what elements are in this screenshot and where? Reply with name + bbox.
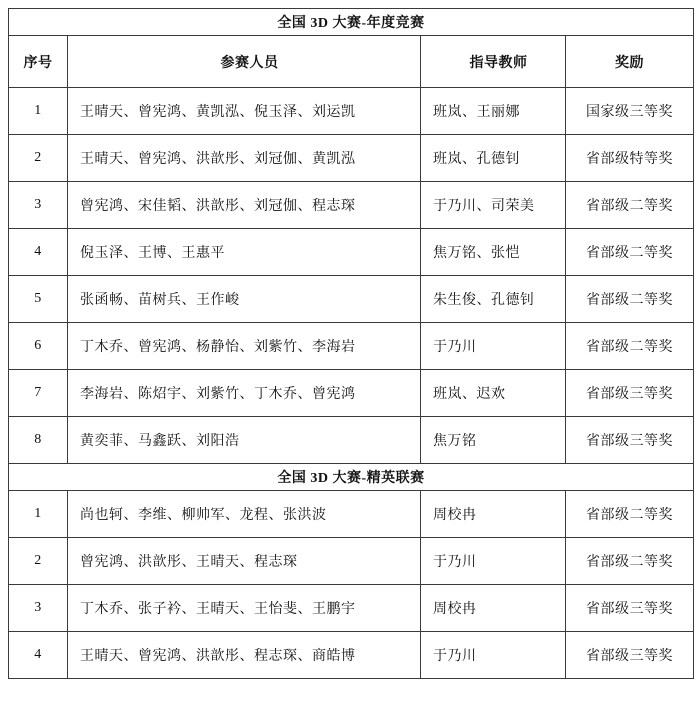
participants-cell: 丁木乔、曾宪鸿、杨静怡、刘紫竹、李海岩 — [68, 323, 421, 370]
awards-table — [8, 8, 694, 679]
teachers-cell: 班岚、孔德钊 — [421, 135, 566, 182]
teachers-cell: 焦万铭 — [421, 417, 566, 464]
section-title: 全国 3D 大赛-年度竞赛 — [9, 9, 694, 36]
table-row — [9, 323, 694, 370]
award-cell: 省部级三等奖 — [566, 417, 694, 464]
row-number-cell: 4 — [9, 229, 68, 276]
row-number-cell: 2 — [9, 135, 68, 182]
table-row — [9, 276, 694, 323]
award-cell: 省部级二等奖 — [566, 491, 694, 538]
participants-cell: 王晴天、曾宪鸿、洪歆彤、刘冠伽、黄凯泓 — [68, 135, 421, 182]
participants-cell: 李海岩、陈炤宇、刘紫竹、丁木乔、曾宪鸿 — [68, 370, 421, 417]
teachers-cell: 于乃川 — [421, 538, 566, 585]
award-cell: 省部级三等奖 — [566, 632, 694, 679]
table-row — [9, 585, 694, 632]
teachers-cell: 朱生俊、孔德钊 — [421, 276, 566, 323]
row-number-cell: 5 — [9, 276, 68, 323]
teachers-cell: 焦万铭、张恺 — [421, 229, 566, 276]
section-title-row — [9, 464, 694, 491]
column-header-2: 指导教师 — [421, 36, 566, 88]
participants-cell: 王晴天、曾宪鸿、黄凯泓、倪玉泽、刘运凯 — [68, 88, 421, 135]
participants-cell: 倪玉泽、王博、王惠平 — [68, 229, 421, 276]
award-cell: 省部级特等奖 — [566, 135, 694, 182]
awards-table-body — [9, 9, 694, 679]
participants-cell: 黄奕菲、马鑫跃、刘阳浩 — [68, 417, 421, 464]
row-number-cell: 7 — [9, 370, 68, 417]
teachers-cell: 周校冉 — [421, 491, 566, 538]
award-cell: 省部级二等奖 — [566, 182, 694, 229]
table-row — [9, 182, 694, 229]
teachers-cell: 周校冉 — [421, 585, 566, 632]
participants-cell: 王晴天、曾宪鸿、洪歆彤、程志琛、商皓博 — [68, 632, 421, 679]
row-number-cell: 1 — [9, 491, 68, 538]
section-title-row — [9, 9, 694, 36]
table-row — [9, 538, 694, 585]
table-row — [9, 135, 694, 182]
award-cell: 省部级三等奖 — [566, 370, 694, 417]
teachers-cell: 于乃川 — [421, 632, 566, 679]
row-number-cell: 4 — [9, 632, 68, 679]
row-number-cell: 3 — [9, 585, 68, 632]
participants-cell: 张函畅、苗树兵、王作峻 — [68, 276, 421, 323]
teachers-cell: 于乃川 — [421, 323, 566, 370]
teachers-cell: 于乃川、司荣美 — [421, 182, 566, 229]
participants-cell: 尚也轲、李维、柳帅军、龙程、张洪波 — [68, 491, 421, 538]
award-cell: 省部级三等奖 — [566, 585, 694, 632]
row-number-cell: 1 — [9, 88, 68, 135]
award-cell: 省部级二等奖 — [566, 229, 694, 276]
table-row — [9, 417, 694, 464]
award-cell: 省部级二等奖 — [566, 538, 694, 585]
row-number-cell: 8 — [9, 417, 68, 464]
column-header-3: 奖励 — [566, 36, 694, 88]
column-header-0: 序号 — [9, 36, 68, 88]
column-header-row — [9, 36, 694, 88]
table-row — [9, 229, 694, 276]
table-row — [9, 632, 694, 679]
teachers-cell: 班岚、王丽娜 — [421, 88, 566, 135]
row-number-cell: 6 — [9, 323, 68, 370]
row-number-cell: 3 — [9, 182, 68, 229]
award-cell: 省部级二等奖 — [566, 276, 694, 323]
table-row — [9, 88, 694, 135]
row-number-cell: 2 — [9, 538, 68, 585]
participants-cell: 丁木乔、张子衿、王晴天、王怡斐、王鹏宇 — [68, 585, 421, 632]
column-header-1: 参赛人员 — [68, 36, 421, 88]
table-row — [9, 491, 694, 538]
participants-cell: 曾宪鸿、宋佳韬、洪歆彤、刘冠伽、程志琛 — [68, 182, 421, 229]
table-row — [9, 370, 694, 417]
award-cell: 省部级二等奖 — [566, 323, 694, 370]
award-cell: 国家级三等奖 — [566, 88, 694, 135]
participants-cell: 曾宪鸿、洪歆彤、王晴天、程志琛 — [68, 538, 421, 585]
teachers-cell: 班岚、迟欢 — [421, 370, 566, 417]
section-title: 全国 3D 大赛-精英联赛 — [9, 464, 694, 491]
